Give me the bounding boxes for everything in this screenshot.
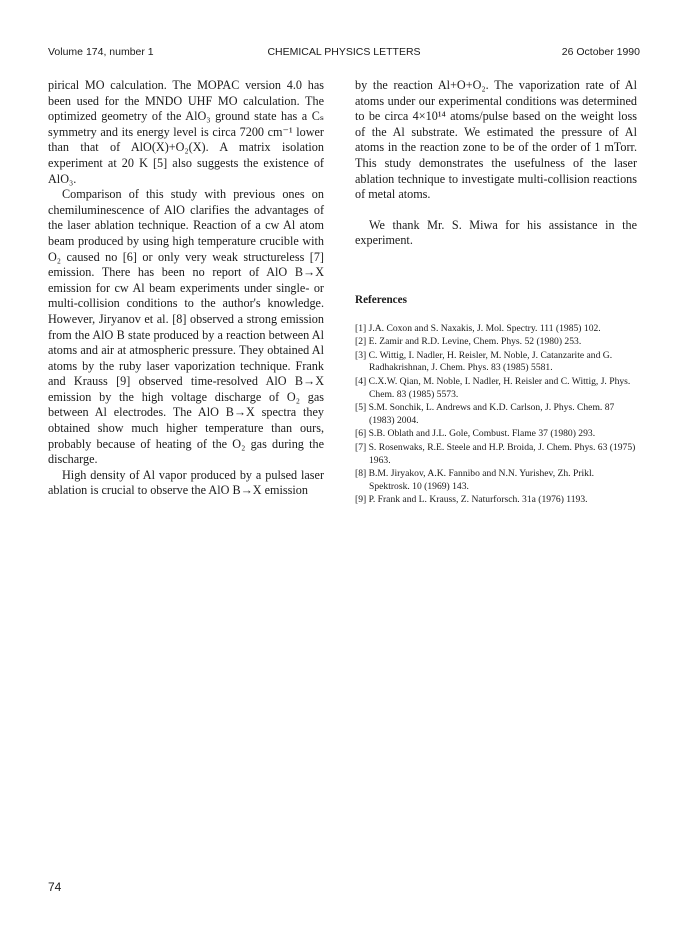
paragraph: pirical MO calculation. The MOPAC version 4.0 has been used for the MNDO UHF MO calculation. The optimized geometry of the AlO₃ ground state has a Cₛ symmetry and its energy level is circa 7200 cm⁻¹ lower than that of AlO(X)+O₂(X). A matrix isolation experiment at 20 K [5] also suggests the existence of AlO₃.: [48, 78, 324, 186]
reference-item: [9] P. Frank and L. Krauss, Z. Naturforsch. 31a (1976) 1193.: [355, 494, 588, 506]
reference-list: [355, 323, 637, 507]
reference-item: [6] S.B. Oblath and J.L. Gole, Combust. Flame 37 (1980) 293.: [355, 428, 596, 440]
reference-item: [8] B.M. Jiryakov, A.K. Fannibo and N.N. Yurishev, Zh. Prikl. Spektrosk. 10 (1969) 143.: [355, 468, 595, 492]
reference-item: [7] S. Rosenwaks, R.E. Steele and H.P. Broida, J. Chem. Phys. 63 (1975) 1963.: [355, 442, 636, 466]
right-column: [355, 78, 637, 508]
acknowledgement: We thank Mr. S. Miwa for his assistance in the experiment.: [355, 217, 637, 248]
paragraph: High density of Al vapor produced by a pulsed laser ablation is crucial to observe the AlO B→X emission: [48, 467, 324, 498]
references-heading: References: [355, 293, 407, 306]
reference-item: [2] E. Zamir and R.D. Levine, Chem. Phys. 52 (1980) 253.: [355, 336, 582, 348]
reference-item: [1] J.A. Coxon and S. Naxakis, J. Mol. Spectry. 111 (1985) 102.: [355, 322, 601, 334]
volume-label: Volume 174, number 1: [48, 46, 154, 58]
paragraph: Comparison of this study with previous ones on chemiluminescence of AlO clarifies the advantages of the laser ablation technique. Reaction of a cw Al atom beam produced by using high temperature crucible with O₂ caused no [6] or only very weak structureless [7] emission. There has been no report of AlO B→X emission for cw Al beam experiments under single- or multi-collision conditions to the author's knowledge. However, Jiryanov et al. [8] observed a strong emission from the AlO B state produced by a reaction between Al atoms and air at atmospheric pressure. They obtained Al atoms by the ruby laser vaporization technique. Frank and Krauss [9] observed time-resolved AlO B→X emission by the high voltage discharge of O₂ gas between Al electrodes. The AlO B→X spectra they obtained show much higher temperature than ours, probably because of heating of the O₂ gas during the discharge.: [48, 187, 324, 467]
reference-item: [3] C. Wittig, I. Nadler, H. Reisler, M. Noble, J. Catanzarite and G. Radhakrishnan, J. Chem. Phys. 83 (1985) 5581.: [355, 350, 613, 374]
journal-title: CHEMICAL PHYSICS LETTERS: [267, 46, 421, 58]
reference-item: [4] C.X.W. Qian, M. Noble, I. Nadler, H. Reisler and C. Wittig, J. Phys. Chem. 83 (1985) 5573.: [355, 376, 631, 400]
issue-date: 26 October 1990: [561, 46, 640, 58]
reference-item: [5] S.M. Sonchik, L. Andrews and K.D. Carlson, J. Phys. Chem. 87 (1983) 2004.: [355, 402, 615, 426]
running-header: [48, 46, 640, 62]
left-column: [48, 78, 324, 499]
paragraph: by the reaction Al+O+O₂. The vaporization rate of Al atoms under our experimental conditions was determined to be circa 4×10¹⁴ atoms/pulse based on the weight loss of the Al substrate. We estimated the pressure of Al atoms in the reaction zone to be of the order of 1 mTorr. This study demonstrates the usefulness of the laser ablation technique to investigate multi-collision reactions of metal atoms.: [355, 78, 637, 202]
page-number: 74: [48, 880, 62, 894]
